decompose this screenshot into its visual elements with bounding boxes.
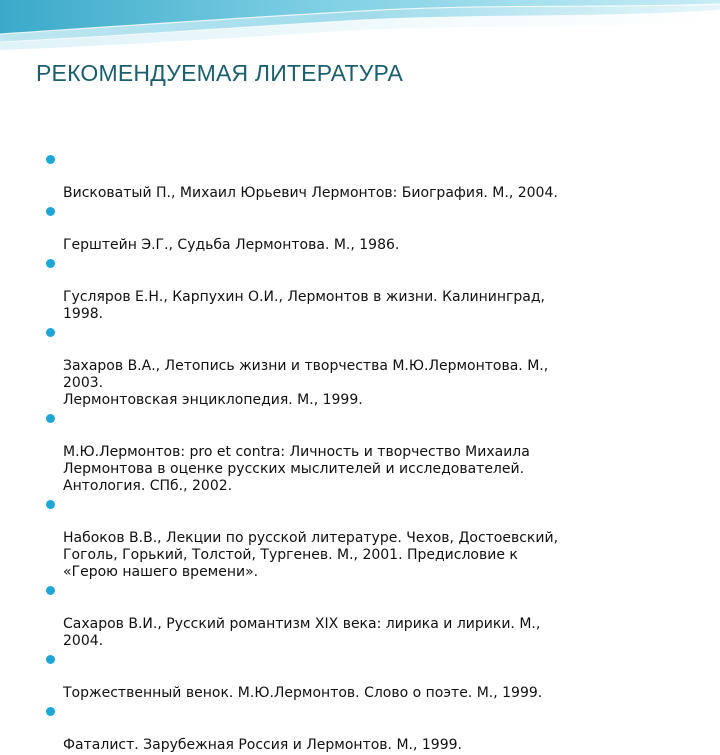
- list-item-text: М.Ю.Лермонтов: pro et contra: Личность и творчество Михаила Лермонтова в оценке русских мыслителей и исследователей. Антология. СПб., 2002.: [63, 444, 530, 494]
- list-item: [44, 324, 694, 409]
- list-item-text: Гусляров Е.Н., Карпухин О.И., Лермонтов в жизни. Калининград, 1998.: [63, 289, 546, 322]
- bullet-icon: [46, 586, 55, 595]
- list-item: [44, 151, 694, 202]
- bibliography-list: [44, 151, 694, 754]
- bullet-icon: [46, 259, 55, 268]
- list-item: [44, 203, 694, 254]
- slide-title: РЕКОМЕНДУЕМАЯ ЛИТЕРАТУРА: [36, 60, 404, 86]
- bullet-icon: [46, 707, 55, 716]
- list-item: [44, 582, 694, 650]
- list-item-text: Набоков В.В., Лекции по русской литературе. Чехов, Достоевский, Гоголь, Горький, Толстой, Тургенев. М., 2001. Предисловие к «Герою нашего времени».: [63, 530, 559, 580]
- list-item: [44, 410, 694, 495]
- bullet-icon: [46, 500, 55, 509]
- list-item-text: Захаров В.А., Летопись жизни и творчества М.Ю.Лермонтова. М., 2003. Лермонтовская энциклопедия. М., 1999.: [63, 358, 549, 408]
- bullet-icon: [46, 655, 55, 664]
- list-item-text: Фаталист. Зарубежная Россия и Лермонтов. М., 1999.: [63, 737, 462, 753]
- bullet-icon: [46, 414, 55, 423]
- header-wave-decoration: [0, 0, 720, 62]
- list-item: [44, 255, 694, 323]
- content-body: [44, 151, 694, 755]
- list-item-text: Сахаров В.И., Русский романтизм XIX века: лирика и лирики. М., 2004.: [63, 616, 541, 649]
- list-item-text: Герштейн Э.Г., Судьба Лермонтова. М., 1986.: [63, 237, 400, 253]
- list-item-text: Висковатый П., Михаил Юрьевич Лермонтов: Биография. М., 2004.: [63, 185, 558, 201]
- list-item: [44, 496, 694, 581]
- bullet-icon: [46, 328, 55, 337]
- list-item-text: Торжественный венок. М.Ю.Лермонтов. Слово о поэте. М., 1999.: [63, 685, 543, 701]
- list-item: [44, 703, 694, 754]
- bullet-icon: [46, 207, 55, 216]
- bullet-icon: [46, 155, 55, 164]
- list-item: [44, 651, 694, 702]
